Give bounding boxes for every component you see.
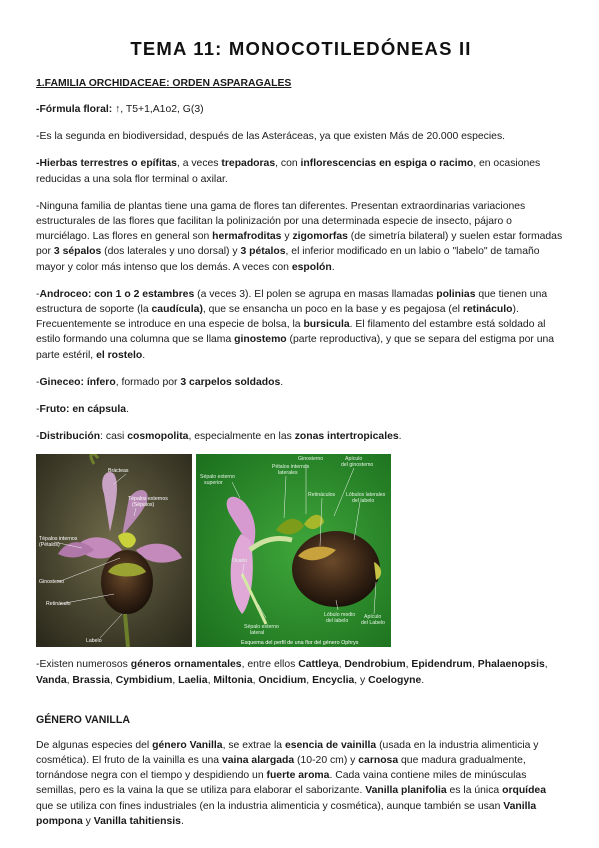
text: , entre ellos bbox=[241, 659, 299, 671]
text: -Ninguna familia de plantas tiene una gama de flores tan diferentes. Presentan extraordinarias variaciones estructurales de las flores que facilitan la polinización por una determinada especie de insecto, pájaro o murciélago. Las flores en general son bbox=[36, 200, 526, 243]
text: que madura gradualmente, tornándose negra con el tiempo y despidiendo un bbox=[36, 755, 526, 782]
text: : casi bbox=[100, 431, 128, 443]
label-laterales: laterales bbox=[278, 470, 298, 477]
label-lobulo-medio: Lóbulo medio bbox=[324, 612, 356, 619]
text-bold: Androceo: con 1 o 2 estambres bbox=[39, 288, 195, 300]
text: - bbox=[36, 431, 40, 443]
text-bold: género Vanilla bbox=[152, 739, 223, 751]
text-bold: Vanda bbox=[36, 674, 67, 686]
text-bold: - bbox=[36, 158, 40, 170]
label-lobulos-laterales: Lóbulos laterales bbox=[346, 492, 386, 499]
paragraph-flowers bbox=[36, 199, 566, 275]
label-del-labelo-2: del Labelo bbox=[361, 620, 385, 627]
text: . bbox=[126, 404, 129, 416]
text: . bbox=[331, 261, 335, 273]
text-bold: trepadoras bbox=[221, 158, 276, 170]
label-labelo: Labelo bbox=[86, 638, 102, 645]
text-bold: Vanilla pompona bbox=[36, 800, 537, 827]
text-bold: ginostemo bbox=[234, 334, 287, 346]
label-tepalos-internos: Tépalos internos bbox=[39, 536, 78, 543]
text: (usada en la industria alimenticia y cosmética). El fruto de la vainilla es una bbox=[36, 739, 539, 767]
text-bold: Phalaenopsis bbox=[477, 659, 545, 671]
text: , se extrae la bbox=[222, 739, 285, 751]
text-bold: esencia de vainilla bbox=[284, 739, 377, 751]
text-bold: Gineceo: ínfero bbox=[39, 376, 116, 388]
text: , bbox=[544, 659, 548, 671]
section-heading-vanilla: GÉNERO VANILLA bbox=[36, 713, 130, 726]
text: , y bbox=[354, 674, 369, 686]
text: (10-20 cm) y bbox=[294, 755, 359, 767]
label-apiculo: Apículo bbox=[345, 456, 363, 463]
text-bold: Fruto: en cápsula bbox=[39, 404, 127, 416]
text-bold: polinias bbox=[436, 288, 476, 300]
orchid-figure bbox=[36, 454, 391, 647]
label-sepalos: (Sépalos) bbox=[132, 502, 155, 509]
paragraph-biodiversity: -Es la segunda en biodiversidad, después de las Asteráceas, ya que existen Más de 20.000 especies. bbox=[36, 131, 506, 143]
formula-text: ↑, T5+1,A1o2, G(3) bbox=[112, 104, 204, 115]
text: , bbox=[306, 674, 313, 686]
text-bold: cosmopolita bbox=[127, 431, 189, 443]
paragraph-vanilla bbox=[36, 738, 566, 829]
text-bold: fuerte aroma bbox=[266, 770, 330, 782]
text: , bbox=[172, 674, 179, 686]
label-petalos: (Pétalos) bbox=[39, 542, 60, 549]
paragraph-genera bbox=[36, 657, 566, 687]
text-bold: bursicula bbox=[303, 319, 350, 331]
text: , bbox=[109, 674, 116, 686]
text-bold: 3 pétalos bbox=[240, 246, 286, 258]
text-bold: Vanilla tahitiensis bbox=[93, 815, 181, 827]
paragraph-distribution bbox=[36, 429, 566, 444]
paragraph-habit bbox=[36, 156, 566, 186]
text-bold: 3 carpelos soldados bbox=[180, 376, 281, 388]
text-bold: Epidendrum bbox=[411, 659, 473, 671]
text-bold: Vanilla planifolia bbox=[365, 785, 447, 797]
text: , bbox=[66, 674, 73, 686]
text-bold: Cattleya bbox=[298, 659, 339, 671]
text-bold: zigomorfas bbox=[292, 231, 348, 243]
label-del-ginostemo: del ginostemo bbox=[341, 462, 374, 469]
label-sepalo-lateral: Sépalo externo bbox=[244, 624, 279, 631]
text: , bbox=[472, 659, 478, 671]
text-bold: Brassia bbox=[72, 674, 110, 686]
text-bold: Distribución bbox=[39, 431, 101, 443]
text: (dos laterales y uno dorsal) y bbox=[101, 246, 241, 258]
label-lateral: lateral bbox=[250, 630, 265, 637]
text: . Cada vaina contiene miles de minúsculas semillas, pero es la vaina la que se utiliza para elaborar el saborizante. bbox=[36, 770, 527, 797]
text-bold: caudícula) bbox=[151, 304, 203, 316]
text: - bbox=[36, 376, 40, 388]
label-tepalos-externos: Tépalos externos bbox=[128, 496, 168, 503]
text-bold: Coelogyne bbox=[368, 674, 422, 686]
paragraph-gynoecium bbox=[36, 375, 566, 390]
text: (a veces 3). El polen se agrupa en masas llamadas bbox=[194, 288, 437, 300]
label-bracteas: Brácteas bbox=[108, 468, 129, 475]
text-bold: zonas intertropicales bbox=[294, 431, 399, 443]
page-title: TEMA 11: MONOCOTILEDÓNEAS II bbox=[130, 38, 472, 59]
paragraph-fruit bbox=[36, 402, 566, 417]
paragraph-formula bbox=[36, 102, 566, 117]
text: y bbox=[82, 815, 94, 827]
text: , con bbox=[275, 158, 301, 170]
text: ). Frecuentemente se introduce en una especie de bolsa, la bbox=[36, 304, 519, 331]
label-ginostemo-right: Ginostemo bbox=[298, 456, 324, 463]
text-bold: Oncidium bbox=[258, 674, 307, 686]
text: y bbox=[281, 231, 293, 243]
text: . bbox=[180, 815, 184, 827]
label-ovario: Ovario bbox=[232, 558, 248, 565]
text: , bbox=[252, 674, 259, 686]
text: , bbox=[338, 659, 345, 671]
text: , en ocasiones reducidas a una sola flor terminal o axilar. bbox=[36, 158, 541, 185]
text: , formado por bbox=[115, 376, 181, 388]
text-bold: Hierbas terrestres o epífitas bbox=[39, 158, 177, 170]
text: . bbox=[398, 431, 402, 443]
text-bold: hermafroditas bbox=[212, 231, 282, 243]
text-bold: retináculo bbox=[462, 304, 513, 316]
label-ginostemo-left: Ginostemo bbox=[39, 579, 65, 586]
section-heading-orchidaceae: 1.FAMILIA ORCHIDACEAE: ORDEN ASPARAGALES bbox=[36, 78, 292, 89]
text-bold: Laelia bbox=[178, 674, 208, 686]
text: , bbox=[405, 659, 412, 671]
label-lobulo-medio-labelo: del labelo bbox=[326, 618, 349, 625]
text-bold: espolón bbox=[291, 261, 332, 273]
text: - bbox=[36, 404, 40, 416]
text: es la única bbox=[446, 785, 503, 797]
label-del-labelo: del labelo bbox=[352, 498, 375, 505]
text-bold: orquídea bbox=[502, 785, 546, 797]
text-bold: Encyclia bbox=[312, 674, 355, 686]
label-superior: superior bbox=[204, 480, 223, 487]
text-bold: inflorescencias en espiga o racimo bbox=[300, 158, 474, 170]
text: . bbox=[280, 376, 284, 388]
label-retinaculos: Retináculos bbox=[308, 492, 336, 499]
text-bold: Miltonia bbox=[213, 674, 253, 686]
text-bold: géneros ornamentales bbox=[130, 659, 242, 671]
text-bold: vaina alargada bbox=[221, 755, 295, 767]
text: que tienen una estructura de soporte (la bbox=[36, 288, 548, 316]
text: , el inferior modificado en un labio o "labelo" de tamaño mayor y color más intenso que los demás. A veces con bbox=[36, 246, 540, 273]
text-bold: 3 sépalos bbox=[53, 246, 102, 258]
figure-caption: Esquema del perfil de una flor del género Ophrys bbox=[241, 640, 359, 647]
label-sepalo-superior: Sépalo externo bbox=[200, 474, 235, 481]
text: -Existen numerosos bbox=[36, 659, 131, 671]
document-page bbox=[36, 38, 566, 841]
label-retinaculo: Retináculo bbox=[46, 601, 71, 608]
text: , bbox=[207, 674, 214, 686]
text: - bbox=[36, 288, 40, 300]
formula-label: -Fórmula floral: bbox=[36, 104, 113, 115]
text-bold: carnosa bbox=[358, 755, 399, 767]
text: . bbox=[421, 674, 425, 686]
text: , que se ensancha un poco en la base y es pegajosa (el bbox=[202, 304, 463, 316]
text: que se utiliza con fines industriales (en la industria alimenticia y cosmética), aunque también se usan bbox=[36, 800, 504, 812]
text: , especialmente en las bbox=[188, 431, 295, 443]
text: (de simetría bilateral) y suelen estar formadas por bbox=[36, 231, 563, 258]
text-bold: Cymbidium bbox=[115, 674, 173, 686]
label-petalos-internos: Pétalos internos bbox=[272, 464, 310, 471]
text: , a veces bbox=[176, 158, 222, 170]
text-bold: el rostelo bbox=[96, 349, 143, 361]
text: De algunas especies del bbox=[36, 739, 153, 751]
text: . El filamento del estambre está soldado al estilo formando una columna que se llama bbox=[36, 319, 546, 346]
label-apiculo-labelo: Apículo bbox=[364, 614, 382, 621]
text: (parte reproductiva), y que se separa del estigma por una parte estéril, bbox=[36, 334, 555, 361]
paragraph-androecium bbox=[36, 287, 566, 363]
text: . bbox=[142, 349, 146, 361]
text-bold: Dendrobium bbox=[344, 659, 406, 671]
